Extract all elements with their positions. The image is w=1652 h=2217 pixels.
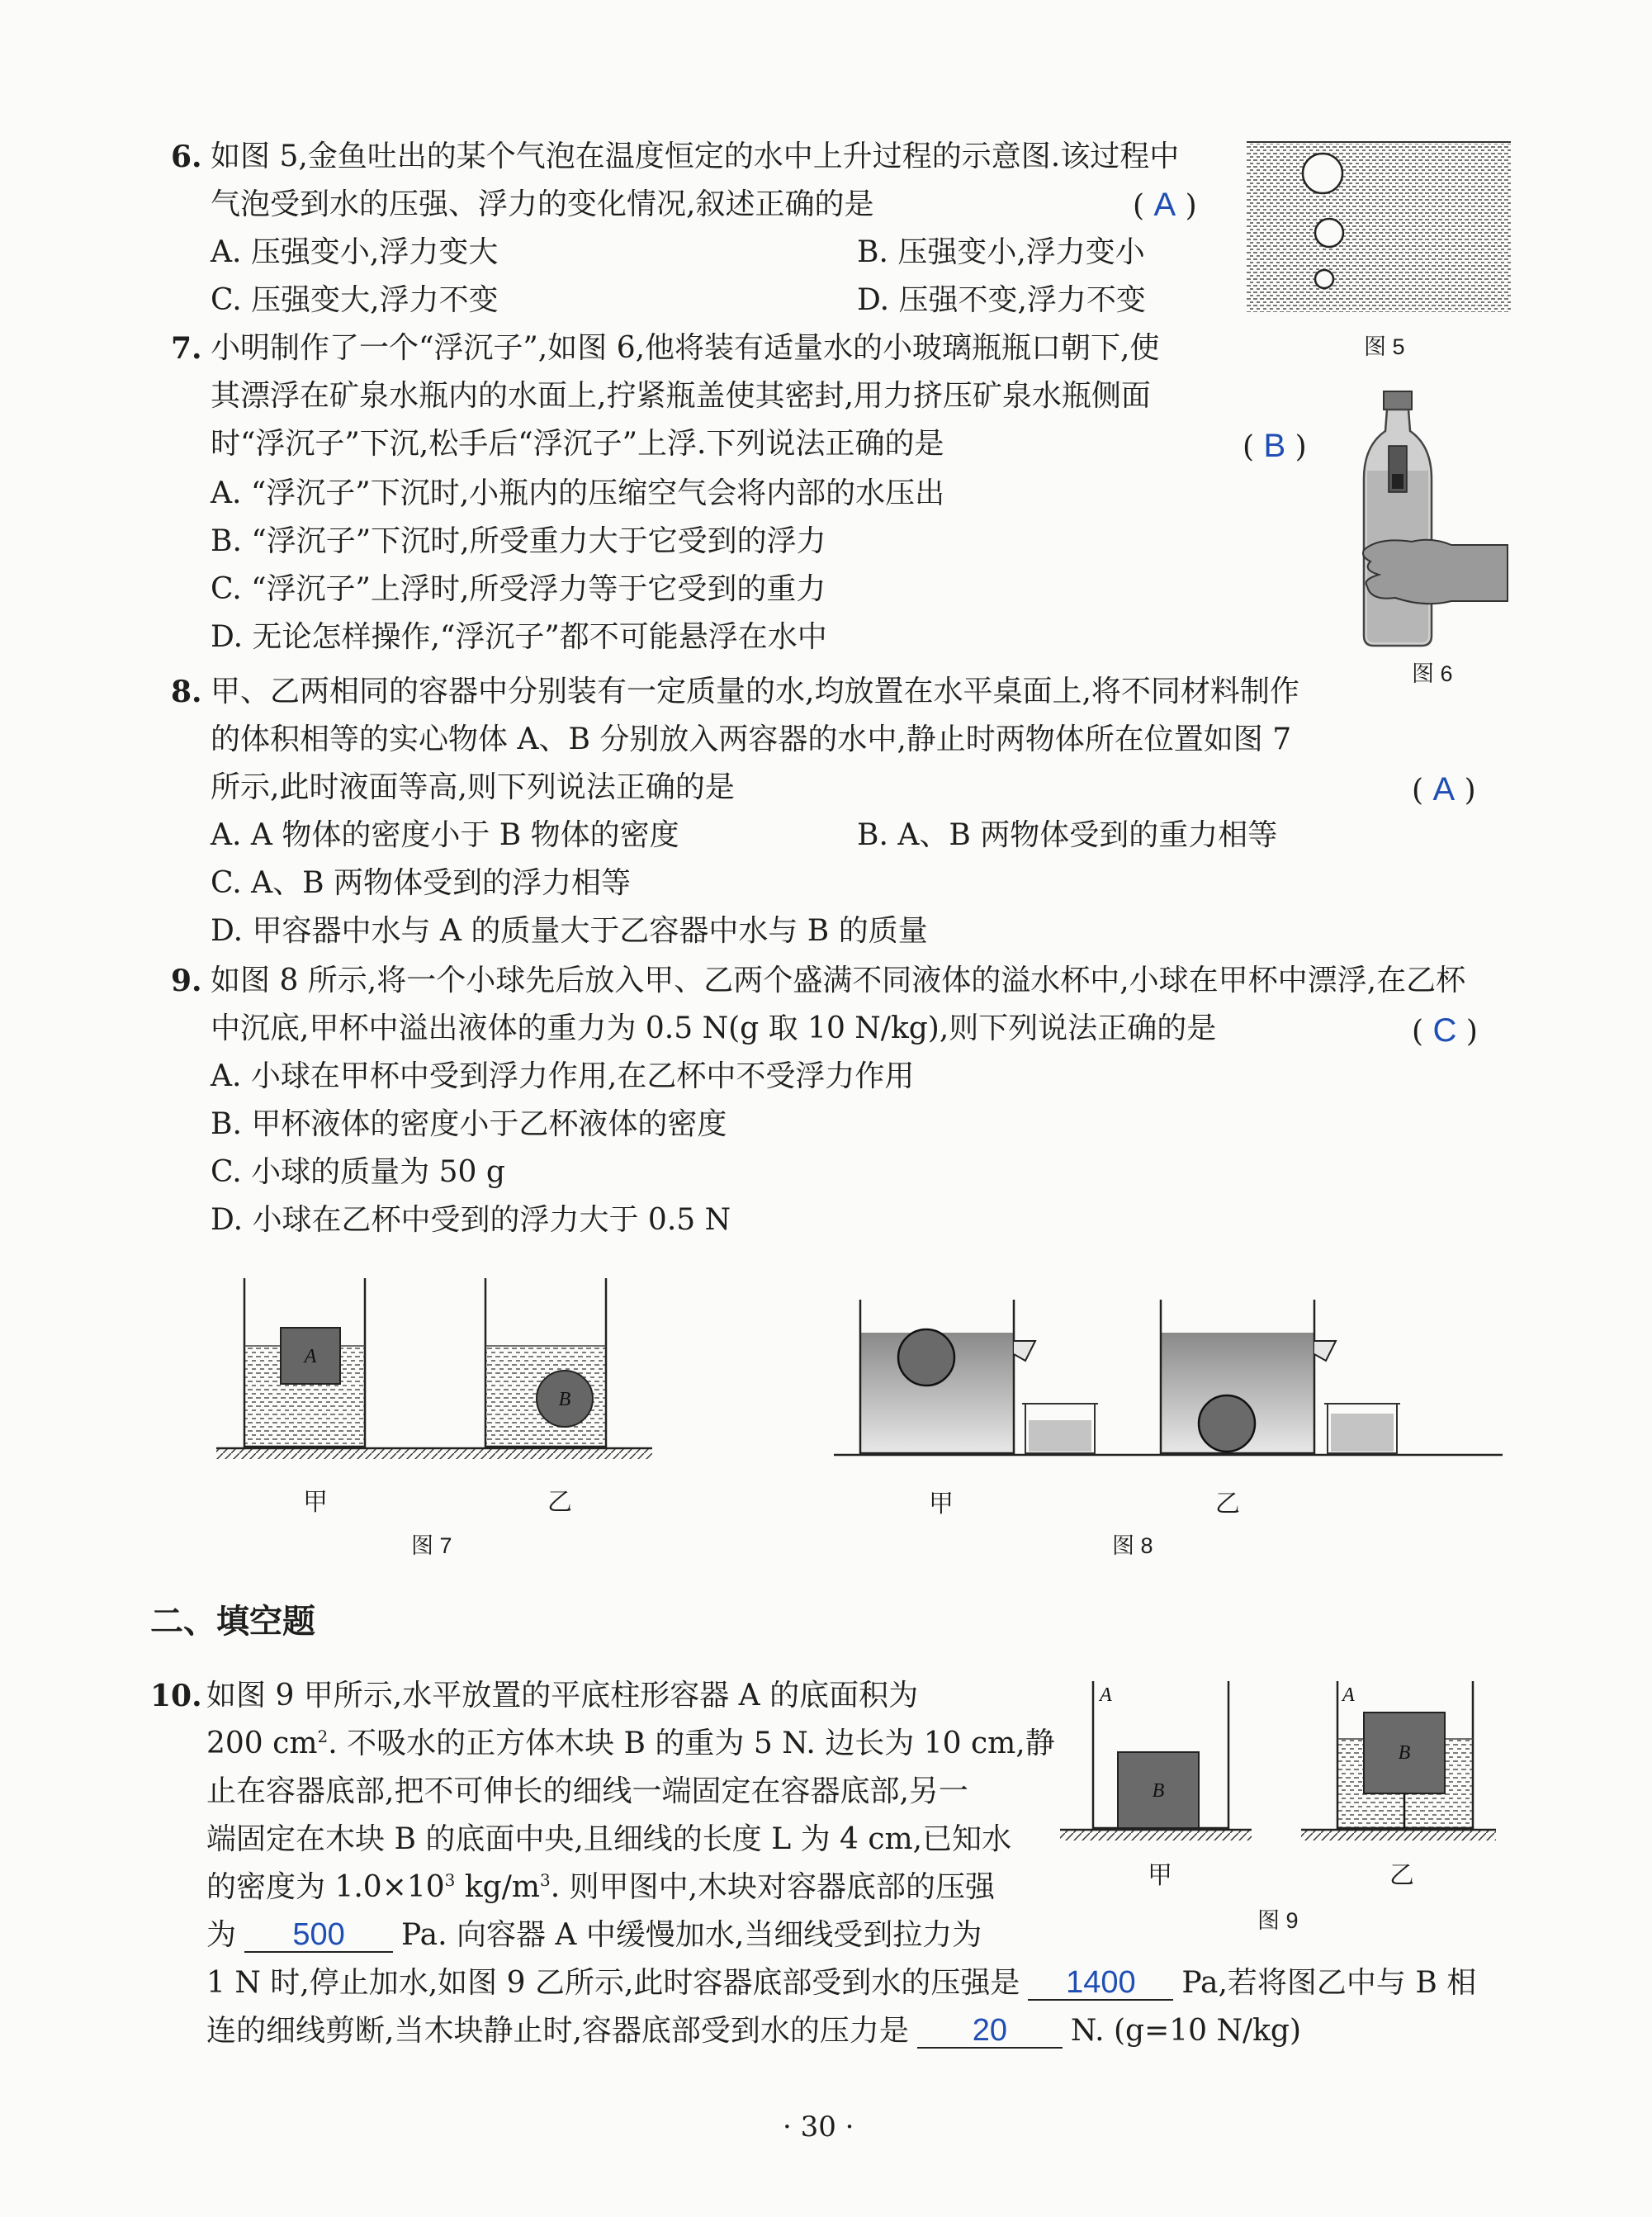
q8-option-c: C. A、B 两物体受到的浮力相等 [211, 866, 632, 900]
bubble-small [1315, 270, 1333, 288]
q9-option-d: D. 小球在乙杯中受到的浮力大于 0.5 N [211, 1203, 731, 1237]
figure-6-caption: 图 6 [1412, 661, 1453, 686]
q10-line2: 200 $cm^2$. 不吸水的正方体木块 B 的重为 5 N. 边长为 10 cm,静 [206, 1727, 1055, 1760]
q7-number: 7. [171, 331, 202, 366]
blank-water-pressure[interactable]: 1400 [1028, 1966, 1173, 2001]
q7-stem-line1: 小明制作了一个“浮沉子”,如图 6,他将装有适量水的小玻璃瓶瓶口朝下,使 [211, 331, 1160, 365]
q6-option-b: B. 压强变小,浮力变小 [857, 235, 1145, 269]
blank-water-force[interactable]: 20 [917, 2014, 1063, 2049]
q10-line8: 连的细线剪断,当木块静止时,容器底部受到水的压力是 20 N. (g=10 N/kg) [206, 2013, 1302, 2048]
q9-option-c: C. 小球的质量为 50 g [211, 1155, 505, 1189]
q7-option-a: A. “浮沉子”下沉时,小瓶内的压缩空气会将内部的水压出 [211, 476, 945, 510]
object-a-label: A [304, 1346, 317, 1367]
figure-8-label-yi: 乙 [1215, 1490, 1240, 1518]
cup-jia-spout [1014, 1341, 1035, 1361]
figure-8-label-jia: 甲 [929, 1490, 954, 1518]
q9-answer: C [1432, 1012, 1457, 1049]
block-9-yi-label: B [1398, 1742, 1411, 1764]
figure-9-label-yi: 乙 [1389, 1861, 1414, 1890]
q8-option-a: A. A 物体的密度小于 B 物体的密度 [211, 818, 679, 852]
q10-line3: 止在容器底部,把不可伸长的细线一端固定在容器底部,另一 [206, 1774, 968, 1808]
beaker-yi-liquid [1331, 1414, 1394, 1452]
ball-sunk [1199, 1395, 1255, 1452]
q7-stem-line2: 其漂浮在矿泉水瓶内的水面上,拧紧瓶盖使其密封,用力挤压矿泉水瓶侧面 [211, 379, 1151, 413]
q6-option-d: D. 压强不变,浮力不变 [857, 283, 1146, 317]
q7-stem-line3: 时“浮沉子”下沉,松手后“浮沉子”上浮.下列说法正确的是 [211, 427, 944, 461]
q6-answer-paren: ( A ) [1133, 187, 1197, 223]
q7-option-d: D. 无论怎样操作,“浮沉子”都不可能悬浮在水中 [211, 620, 827, 654]
q6-option-a: A. 压强变小,浮力变大 [211, 235, 499, 269]
q9-stem-line2: 中沉底,甲杯中溢出液体的重力为 0.5 N(g 取 10 N/kg),则下列说法正确的是 [211, 1011, 1217, 1045]
figure-7-caption: 图 7 [411, 1533, 452, 1558]
q6-answer: A [1153, 187, 1176, 223]
q8-option-b: B. A、B 两物体受到的重力相等 [857, 818, 1278, 852]
q9-stem-line1: 如图 8 所示,将一个小球先后放入甲、乙两个盛满不同液体的溢水杯中,小球在甲杯中漂浮,在乙杯 [211, 964, 1466, 997]
figure-7-label-yi: 乙 [547, 1488, 572, 1517]
bubble-large [1303, 154, 1342, 193]
q10-line5: 的密度为 $1.0\times 10^3$ $kg/m^3$. 则甲图中,木块对容器底部的压强 [206, 1870, 996, 1904]
figure-9-containers [1057, 1676, 1511, 1858]
q7-option-b: B. “浮沉子”下沉时,所受重力大于它受到的浮力 [211, 524, 826, 558]
q8-number: 8. [171, 675, 202, 709]
q7-answer-paren: ( B ) [1243, 428, 1307, 464]
page-number: · 30 · [783, 2110, 854, 2144]
q8-answer: A [1432, 771, 1456, 808]
figure-8-overflow-cups [834, 1296, 1519, 1486]
q7-option-c: C. “浮沉子”上浮时,所受浮力等于它受到的重力 [211, 572, 826, 606]
figure-8-caption: 图 8 [1112, 1533, 1153, 1558]
bubble-medium [1315, 219, 1343, 247]
figure-5-bubbles [1247, 139, 1511, 314]
figure-6-bottle [1346, 388, 1511, 652]
q6-stem-line1: 如图 5,金鱼吐出的某个气泡在温度恒定的水中上升过程的示意图.该过程中 [211, 140, 1180, 173]
blank-pressure-block[interactable]: 500 [244, 1918, 393, 1953]
float-vial-water [1392, 474, 1403, 489]
q8-stem-line3: 所示,此时液面等高,则下列说法正确的是 [211, 770, 735, 804]
q7-answer: B [1263, 428, 1286, 464]
q6-option-c: C. 压强变大,浮力不变 [211, 283, 499, 317]
figure-7-containers [215, 1272, 660, 1486]
q9-option-a: A. 小球在甲杯中受到浮力作用,在乙杯中不受浮力作用 [211, 1059, 915, 1093]
figure-7-label-jia: 甲 [303, 1488, 328, 1517]
q10-line6: 为 500 Pa. 向容器 A 中缓慢加水,当细线受到拉力为 [206, 1917, 982, 1952]
q6-number: 6. [171, 140, 202, 174]
q10-line4: 端固定在木块 B 的底面中央,且细线的长度 L 为 4 cm,已知水 [206, 1822, 1012, 1856]
q9-number: 9. [171, 964, 202, 998]
bottle-cap [1384, 391, 1412, 410]
figure-5-caption: 图 5 [1364, 334, 1405, 359]
q8-option-d: D. 甲容器中水与 A 的质量大于乙容器中水与 B 的质量 [211, 914, 928, 948]
water-region [1247, 144, 1511, 312]
object-b-label: B [558, 1389, 571, 1410]
q10-line1: 如图 9 甲所示,水平放置的平底柱形容器 A 的底面积为 [206, 1679, 919, 1712]
table-hatch [216, 1449, 652, 1459]
hand [1363, 540, 1508, 604]
q10-number: 10. [150, 1679, 202, 1713]
ball-floating [898, 1329, 954, 1386]
q9-option-b: B. 甲杯液体的密度小于乙杯液体的密度 [211, 1107, 727, 1141]
section-title: 二、填空题 [150, 1604, 315, 1640]
beaker-jia-liquid [1029, 1420, 1091, 1452]
q10-line7: 1 N 时,停止加水,如图 9 乙所示,此时容器底部受到水的压强是 1400 Pa,若将图乙中与 B 相 [206, 1965, 1477, 2000]
q6-stem-line2: 气泡受到水的压强、浮力的变化情况,叙述正确的是 [211, 187, 874, 221]
q8-stem-line1: 甲、乙两相同的容器中分别装有一定质量的水,均放置在水平桌面上,将不同材料制作 [211, 675, 1299, 708]
container-9-yi-label: A [1342, 1684, 1355, 1706]
figure-9-caption: 图 9 [1257, 1908, 1299, 1933]
q9-answer-paren: ( C ) [1412, 1012, 1478, 1049]
q8-stem-line2: 的体积相等的实心物体 A、B 分别放入两容器的水中,静止时两物体所在位置如图 7 [211, 722, 1292, 756]
block-9-jia-label: B [1152, 1780, 1165, 1802]
q8-answer-paren: ( A ) [1412, 771, 1476, 808]
cup-yi-spout [1314, 1341, 1336, 1361]
figure-9-label-jia: 甲 [1148, 1861, 1172, 1890]
container-9-jia-label: A [1100, 1684, 1112, 1706]
